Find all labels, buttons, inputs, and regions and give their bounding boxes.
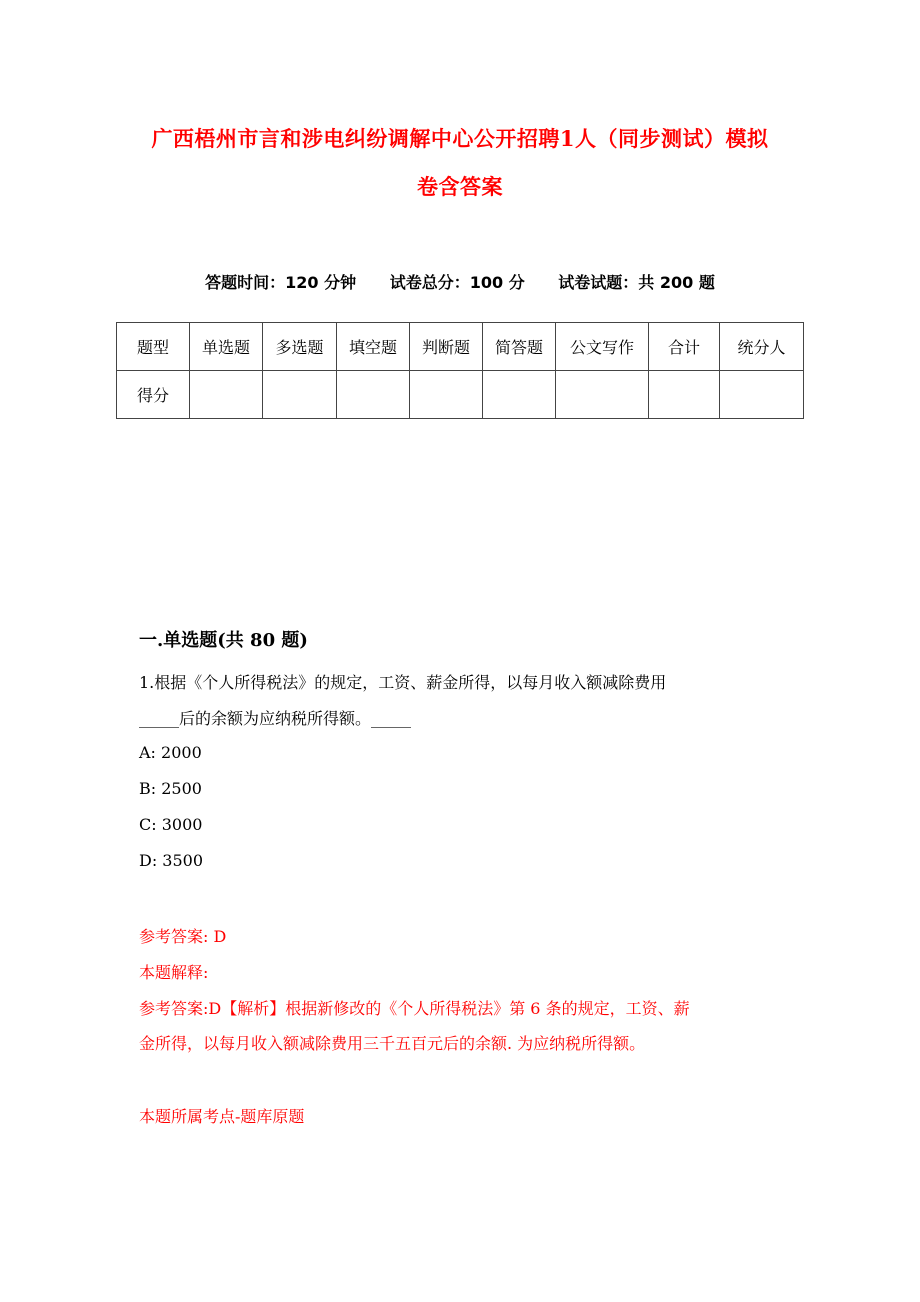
header-cell: 判断题 (410, 323, 483, 371)
exam-time: 答题时间：120 分钟 (205, 273, 357, 292)
explanation-line1: 参考答案:D【解析】根据新修改的《个人所得税法》第 6 条的规定，工资、薪 (139, 999, 690, 1018)
score-table (116, 322, 804, 419)
question-source: 本题所属考点-题库原题 (139, 1107, 305, 1126)
header-cell: 公文写作 (556, 323, 649, 371)
exam-meta (0, 270, 920, 293)
question-stem-line1: 1.根据《个人所得税法》的规定，工资、薪金所得，以每月收入额减除费用 (139, 673, 667, 692)
header-cell: 单选题 (190, 323, 263, 371)
header-cell: 统分人 (720, 323, 804, 371)
score-cell (410, 371, 483, 419)
document-title-line2: 卷含答案 (417, 174, 503, 199)
option-a: A: 2000 (139, 743, 202, 762)
score-table-score-row (117, 371, 804, 419)
score-cell (483, 371, 556, 419)
option-b: B: 2500 (139, 779, 202, 798)
row-label-cell: 得分 (117, 371, 190, 419)
header-cell: 简答题 (483, 323, 556, 371)
document-title-line1: 广西梧州市言和涉电纠纷调解中心公开招聘1人（同步测试）模拟 (151, 126, 769, 151)
section-heading: 一.单选题(共 80 题) (139, 630, 308, 651)
header-cell: 题型 (117, 323, 190, 371)
score-cell (337, 371, 410, 419)
header-cell: 填空题 (337, 323, 410, 371)
score-cell (720, 371, 804, 419)
header-cell: 合计 (649, 323, 720, 371)
question-stem-line2: _____后的余额为应纳税所得额。_____ (139, 709, 412, 728)
option-d: D: 3500 (139, 851, 204, 870)
score-cell (556, 371, 649, 419)
explanation-label: 本题解释: (139, 963, 209, 982)
score-table-header-row (117, 323, 804, 371)
score-cell (190, 371, 263, 419)
explanation-line2: 金所得，以每月收入额减除费用三千五百元后的余额. 为应纳税所得额。 (139, 1034, 646, 1053)
option-c: C: 3000 (139, 815, 203, 834)
score-cell (263, 371, 337, 419)
exam-total-score: 试卷总分：100 分 (389, 273, 525, 292)
header-cell: 多选题 (263, 323, 337, 371)
score-cell (649, 371, 720, 419)
answer: 参考答案: D (139, 927, 227, 946)
exam-total-questions: 试卷试题：共 200 题 (558, 273, 715, 292)
